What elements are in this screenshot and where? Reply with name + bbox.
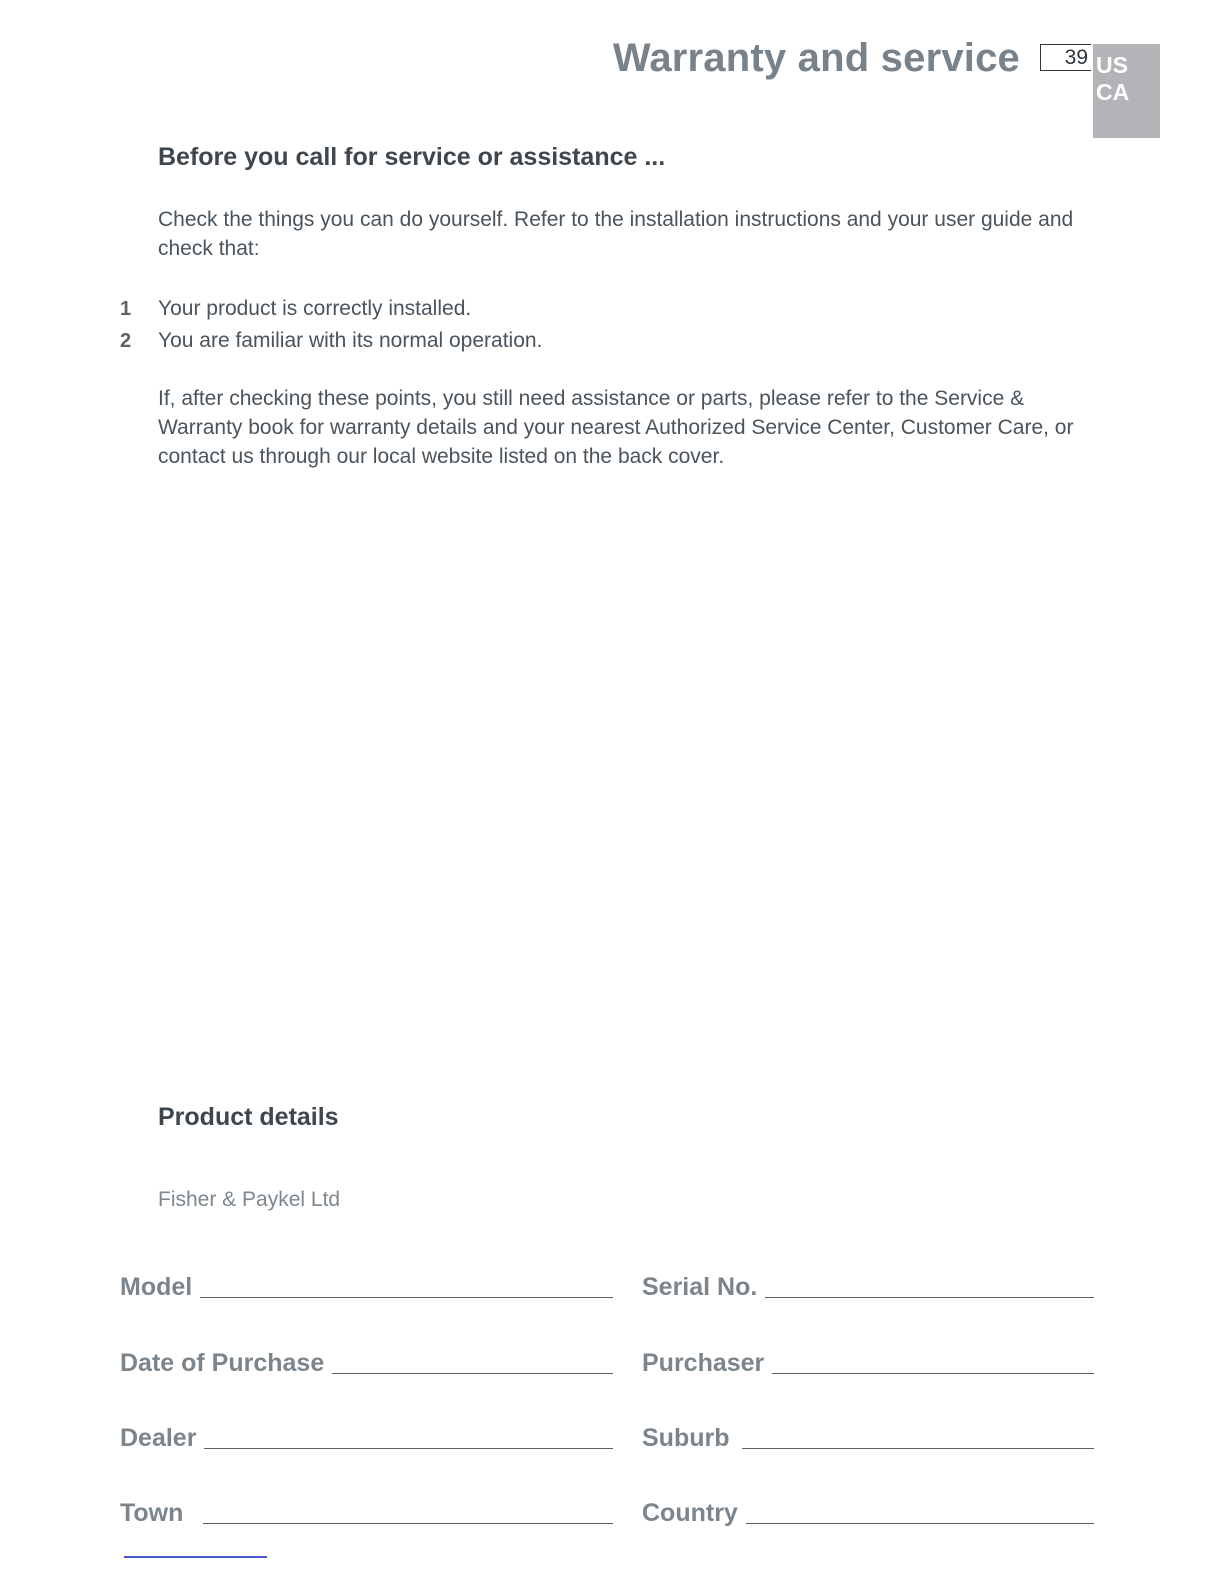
model-label: Model (120, 1273, 193, 1301)
footer-divider (124, 1556, 267, 1558)
serial-label: Serial No. (642, 1273, 758, 1301)
page-title: Warranty and service (612, 36, 1020, 80)
town-label: Town (120, 1499, 184, 1527)
company-name: Fisher & Paykel Ltd (158, 1188, 341, 1211)
country-line[interactable] (746, 1523, 1094, 1524)
date-of-purchase-line[interactable] (332, 1373, 613, 1374)
country-label: Country (642, 1499, 738, 1527)
suburb-label: Suburb (642, 1424, 730, 1452)
checklist-item (120, 297, 471, 321)
suburb-field[interactable] (642, 1419, 1094, 1453)
checklist-number: 1 (120, 298, 132, 320)
checklist-number: 2 (120, 330, 132, 352)
checklist-text: You are familiar with its normal operation. (158, 329, 543, 352)
intro-paragraph: Check the things you can do yourself. Refer to the installation instructions and your user guide and check that: (158, 208, 1074, 260)
suburb-line[interactable] (742, 1448, 1095, 1449)
serial-field[interactable] (642, 1268, 1094, 1302)
page-number: 39 (1040, 44, 1091, 71)
dealer-field[interactable] (120, 1419, 613, 1453)
dealer-label: Dealer (120, 1424, 197, 1452)
purchaser-line[interactable] (772, 1373, 1094, 1374)
town-line[interactable] (203, 1523, 613, 1524)
region-tab (1093, 44, 1160, 138)
purchaser-label: Purchaser (642, 1349, 765, 1377)
date-of-purchase-label: Date of Purchase (120, 1349, 325, 1377)
country-field[interactable] (642, 1494, 1094, 1528)
checklist-item (120, 329, 542, 353)
serial-line[interactable] (765, 1297, 1094, 1298)
followup-paragraph: If, after checking these points, you still need assistance or parts, please refer to the Service & Warranty book for warranty details and your nearest Authorized Service Center, Customer Care, or contact us through our local website listed on the back cover. (158, 387, 1074, 468)
model-field[interactable] (120, 1268, 613, 1302)
region-code-ca: CA (1096, 79, 1130, 105)
town-field[interactable] (120, 1494, 613, 1528)
checklist-text: Your product is correctly installed. (158, 297, 472, 320)
region-code-us: US (1096, 52, 1128, 78)
purchaser-field[interactable] (642, 1344, 1094, 1378)
dealer-line[interactable] (204, 1448, 613, 1449)
before-service-heading: Before you call for service or assistance ... (158, 143, 666, 171)
model-line[interactable] (200, 1297, 613, 1298)
product-details-heading: Product details (158, 1103, 339, 1131)
date-of-purchase-field[interactable] (120, 1344, 613, 1378)
